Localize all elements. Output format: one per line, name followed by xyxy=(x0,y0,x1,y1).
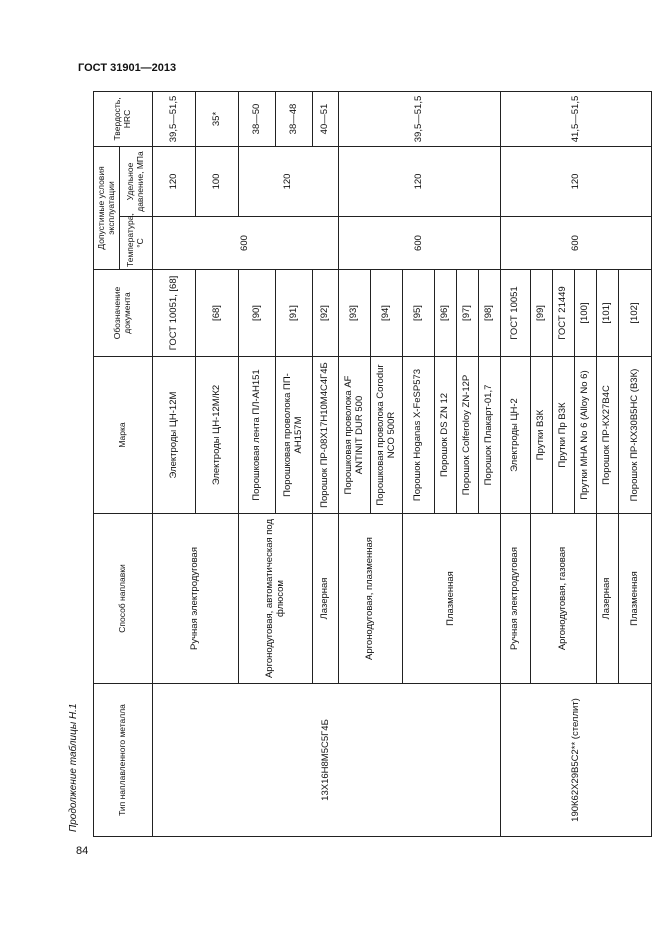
temperature-cell: 600 xyxy=(339,217,501,270)
designation-cell: [90] xyxy=(239,270,276,357)
brand-cell: Порошковая лента ПЛ-АН151 xyxy=(239,357,276,514)
brand-cell: Порошок Плакарт-01,7 xyxy=(479,357,501,514)
brand-cell: Прутки В3К xyxy=(531,357,553,514)
pressure-cell: 120 xyxy=(153,146,196,216)
designation-cell: ГОСТ 10051, [68] xyxy=(153,270,196,357)
method-cell: Аргонодуговая, газовая xyxy=(531,514,597,684)
method-cell: Аргонодуговая, плазменная xyxy=(339,514,403,684)
hardness-cell: 38—50 xyxy=(239,91,276,146)
col-header-method: Способ наплавки xyxy=(94,514,153,684)
designation-cell: [92] xyxy=(313,270,339,357)
designation-cell: [101] xyxy=(597,270,619,357)
designation-cell: [91] xyxy=(276,270,313,357)
brand-cell: Электроды ЦН-12М xyxy=(153,357,196,514)
document-header: ГОСТ 31901—2013 xyxy=(78,62,177,74)
pressure-cell: 120 xyxy=(339,146,501,216)
pressure-cell: 120 xyxy=(239,146,339,216)
col-header-designation: Обозначение документа xyxy=(94,270,153,357)
col-header-conditions: Допустимые условия эксплуатации xyxy=(94,146,120,269)
hardness-cell: 40—51 xyxy=(313,91,339,146)
brand-cell: Порошковая проволока AF ANTINIT DUR 500 xyxy=(339,357,371,514)
col-header-pressure: Удельное давление, МПа xyxy=(120,146,153,216)
col-header-brand: Марка xyxy=(94,357,153,514)
brand-cell: Электроды ЦН-12М/К2 xyxy=(196,357,239,514)
hardness-cell: 39,5—51,5 xyxy=(153,91,196,146)
brand-cell: Порошковая проволока Corodur NCO 500R xyxy=(371,357,403,514)
method-cell: Плазменная xyxy=(403,514,501,684)
pressure-cell: 100 xyxy=(196,146,239,216)
brand-cell: Электроды ЦН-2 xyxy=(501,357,531,514)
brand-cell: Порошок ПР-КХ27В4С xyxy=(597,357,619,514)
metal-type-cell: 13Х16Н8М5С5Г4Б xyxy=(153,684,501,837)
table-caption: Продолжение таблицы Н.1 xyxy=(68,703,79,832)
designation-cell: ГОСТ 10051 xyxy=(501,270,531,357)
method-cell: Плазменная xyxy=(619,514,652,684)
brand-cell: Прутки Пр В3К xyxy=(553,357,575,514)
hardness-cell: 38—48 xyxy=(276,91,313,146)
col-header-hardness: Твердость, HRC xyxy=(94,91,153,146)
brand-cell: Порошок DS ZN 12 xyxy=(435,357,457,514)
designation-cell: [95] xyxy=(403,270,435,357)
brand-cell: Порошок ПР-КХ30В5НС (В3К) xyxy=(619,357,652,514)
temperature-cell: 600 xyxy=(153,217,339,270)
method-cell: Аргонодуговая, автоматическая под флюсом xyxy=(239,514,313,684)
method-cell: Ручная электродуговая xyxy=(153,514,239,684)
brand-cell: Порошок ПР-08Х17Н10М4С4Г4Б xyxy=(313,357,339,514)
designation-cell: [102] xyxy=(619,270,652,357)
brand-cell: Порошок Hoganas X-FeSP573 xyxy=(403,357,435,514)
designation-cell: [100] xyxy=(575,270,597,357)
rotated-table-frame xyxy=(93,92,640,837)
designation-cell: [94] xyxy=(371,270,403,357)
pressure-cell: 120 xyxy=(501,146,652,216)
temperature-cell: 600 xyxy=(501,217,652,270)
method-cell: Лазерная xyxy=(597,514,619,684)
method-cell: Ручная электродуговая xyxy=(501,514,531,684)
brand-cell: Порошковая проволока ПП-АН157М xyxy=(276,357,313,514)
designation-cell: [96] xyxy=(435,270,457,357)
page-number: 84 xyxy=(76,845,89,857)
metal-type-cell: 190К62Х29В5С2** (стеллит) xyxy=(501,684,652,837)
brand-cell: Порошок Colferoloy ZN-12P xyxy=(457,357,479,514)
hardness-cell: 41,5—51,5 xyxy=(501,91,652,146)
method-cell: Лазерная xyxy=(313,514,339,684)
designation-cell: [97] xyxy=(457,270,479,357)
designation-cell: ГОСТ 21449 xyxy=(553,270,575,357)
designation-cell: [68] xyxy=(196,270,239,357)
hardness-cell: 35* xyxy=(196,91,239,146)
col-header-metal: Тип наплавленного металла xyxy=(94,684,153,837)
brand-cell: Прутки МНА No 6 (Alloy No 6) xyxy=(575,357,597,514)
designation-cell: [98] xyxy=(479,270,501,357)
table-container xyxy=(93,92,640,837)
hardness-cell: 39,5—51,5 xyxy=(339,91,501,146)
designation-cell: [93] xyxy=(339,270,371,357)
designation-cell: [99] xyxy=(531,270,553,357)
col-header-temperature: Температура, °С xyxy=(120,217,153,270)
surfacing-table xyxy=(93,91,652,837)
